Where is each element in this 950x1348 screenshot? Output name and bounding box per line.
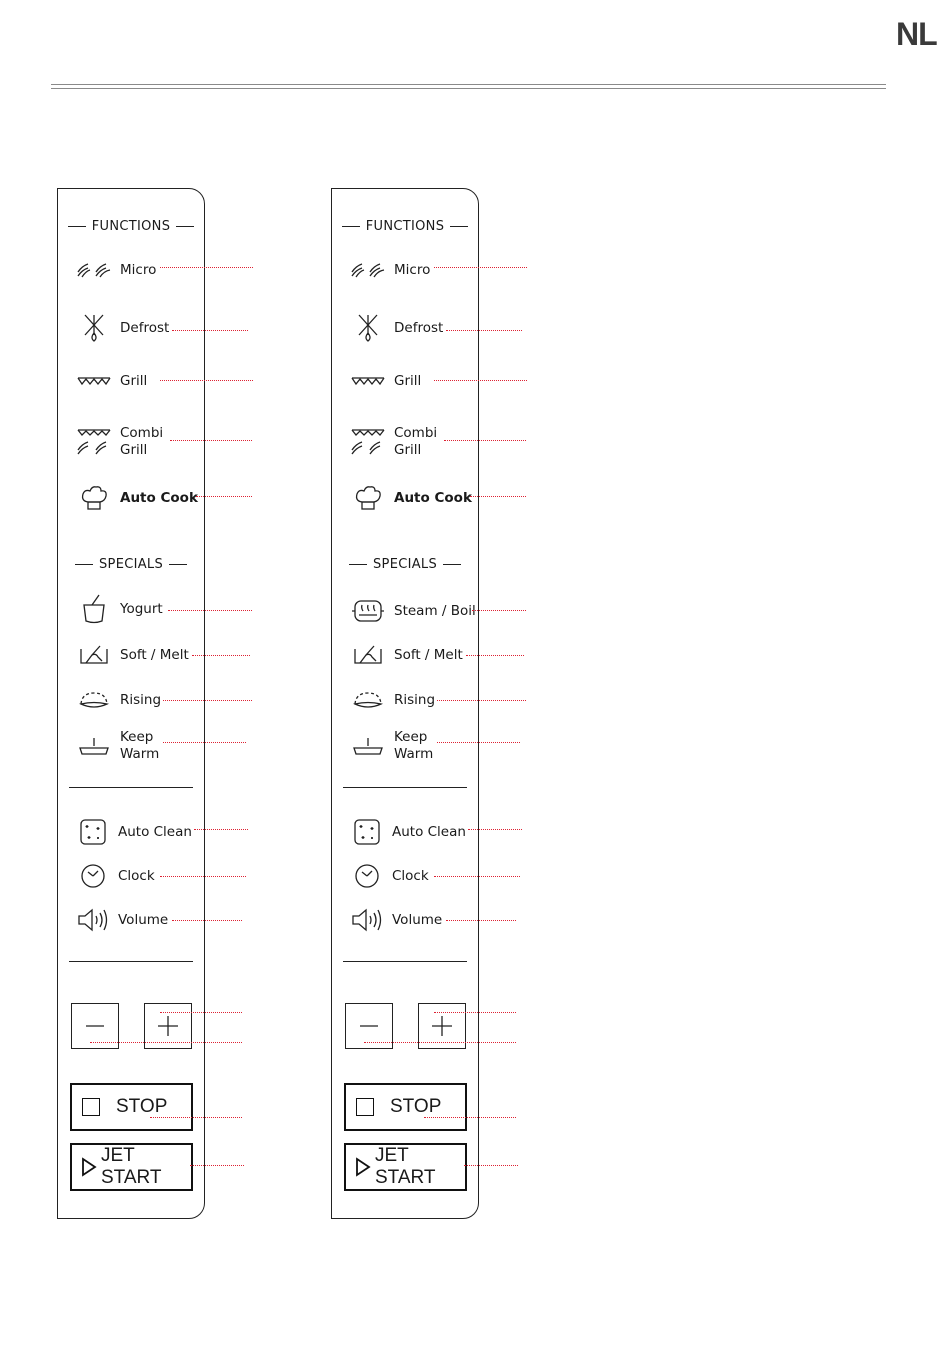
leader-line bbox=[468, 829, 522, 830]
special-keep-warm[interactable] bbox=[350, 729, 433, 763]
stop-square-icon bbox=[356, 1098, 374, 1116]
leader-line bbox=[160, 876, 246, 877]
leader-line bbox=[168, 610, 252, 611]
function-label: Combi Grill bbox=[394, 425, 438, 458]
stop-button[interactable] bbox=[344, 1083, 467, 1131]
setting-volume[interactable] bbox=[350, 905, 442, 935]
function-label: Combi Grill bbox=[120, 425, 164, 458]
microwave-icon bbox=[76, 255, 112, 285]
setting-label: Volume bbox=[392, 911, 443, 928]
special-label: Rising bbox=[394, 691, 436, 708]
leader-line bbox=[163, 700, 252, 701]
stop-label: STOP bbox=[116, 1096, 168, 1117]
function-label: Micro bbox=[394, 261, 431, 278]
function-defrost[interactable] bbox=[76, 313, 169, 343]
special-soft-melt[interactable] bbox=[350, 640, 463, 670]
leader-line bbox=[160, 380, 253, 381]
special-yogurt[interactable] bbox=[76, 594, 163, 624]
leader-line bbox=[434, 267, 527, 268]
leader-line bbox=[472, 610, 526, 611]
special-rising[interactable] bbox=[350, 685, 435, 715]
clock-icon bbox=[76, 861, 110, 891]
leader-line bbox=[190, 1165, 244, 1166]
stop-button[interactable] bbox=[70, 1083, 193, 1131]
leader-line bbox=[170, 440, 252, 441]
header-rule bbox=[51, 84, 886, 85]
setting-label: Clock bbox=[118, 867, 155, 884]
defrost-icon bbox=[350, 313, 386, 343]
leader-line bbox=[437, 700, 526, 701]
leader-line bbox=[192, 655, 250, 656]
grill-icon bbox=[350, 366, 386, 396]
divider bbox=[69, 787, 193, 788]
special-label: Keep Warm bbox=[394, 729, 434, 762]
special-rising[interactable] bbox=[76, 685, 161, 715]
divider bbox=[69, 961, 193, 962]
function-label: Auto Cook bbox=[394, 489, 472, 506]
setting-auto-clean[interactable] bbox=[350, 817, 466, 847]
leader-line bbox=[466, 655, 524, 656]
soft-melt-icon bbox=[76, 640, 112, 670]
jet-start-label: JET START bbox=[101, 1145, 162, 1188]
functions-heading: FUNCTIONS bbox=[343, 219, 467, 234]
leader-line bbox=[434, 380, 527, 381]
function-auto-cook[interactable] bbox=[350, 483, 472, 513]
leader-line bbox=[364, 1042, 516, 1043]
special-label: Soft / Melt bbox=[120, 646, 189, 663]
divider bbox=[343, 961, 467, 962]
function-label: Defrost bbox=[394, 319, 444, 336]
setting-label: Auto Clean bbox=[118, 823, 192, 840]
special-label: Soft / Melt bbox=[394, 646, 463, 663]
combi-grill-icon bbox=[76, 427, 112, 457]
leader-line bbox=[172, 920, 242, 921]
soft-melt-icon bbox=[350, 640, 386, 670]
keep-warm-icon bbox=[350, 731, 386, 761]
leader-line bbox=[150, 1117, 242, 1118]
leader-line bbox=[444, 440, 526, 441]
microwave-icon bbox=[350, 255, 386, 285]
functions-heading: FUNCTIONS bbox=[69, 219, 193, 234]
function-label: Grill bbox=[394, 372, 422, 389]
specials-heading: SPECIALS bbox=[343, 557, 467, 572]
leader-line bbox=[90, 1042, 242, 1043]
play-icon bbox=[355, 1157, 371, 1177]
special-soft-melt[interactable] bbox=[76, 640, 189, 670]
setting-label: Auto Clean bbox=[392, 823, 466, 840]
setting-clock[interactable] bbox=[76, 861, 155, 891]
leader-line bbox=[446, 330, 522, 331]
control-panel-left bbox=[57, 188, 205, 1219]
setting-auto-clean[interactable] bbox=[76, 817, 192, 847]
control-panel-right bbox=[331, 188, 479, 1219]
header-rule-2 bbox=[51, 88, 886, 89]
special-label: Keep Warm bbox=[120, 729, 160, 762]
function-combi-grill[interactable] bbox=[350, 425, 437, 459]
specials-heading: SPECIALS bbox=[69, 557, 193, 572]
leader-line bbox=[470, 496, 526, 497]
function-micro[interactable] bbox=[76, 255, 156, 285]
combi-grill-icon bbox=[350, 427, 386, 457]
auto-clean-icon bbox=[76, 817, 110, 847]
leader-line bbox=[434, 876, 520, 877]
grill-icon bbox=[76, 366, 112, 396]
setting-label: Volume bbox=[118, 911, 169, 928]
function-grill[interactable] bbox=[350, 366, 421, 396]
leader-line bbox=[424, 1117, 516, 1118]
jet-start-button[interactable] bbox=[344, 1143, 467, 1191]
language-badge: NL bbox=[896, 16, 937, 52]
rising-icon bbox=[76, 685, 112, 715]
play-icon bbox=[81, 1157, 97, 1177]
leader-line bbox=[437, 742, 520, 743]
stop-label: STOP bbox=[390, 1096, 442, 1117]
function-label: Grill bbox=[120, 372, 148, 389]
setting-clock[interactable] bbox=[350, 861, 429, 891]
rising-icon bbox=[350, 685, 386, 715]
function-defrost[interactable] bbox=[350, 313, 443, 343]
setting-volume[interactable] bbox=[76, 905, 168, 935]
function-label: Defrost bbox=[120, 319, 170, 336]
volume-icon bbox=[76, 905, 110, 935]
chef-hat-icon bbox=[350, 483, 386, 513]
leader-line bbox=[446, 920, 516, 921]
volume-icon bbox=[350, 905, 384, 935]
jet-start-button[interactable] bbox=[70, 1143, 193, 1191]
stop-square-icon bbox=[82, 1098, 100, 1116]
setting-label: Clock bbox=[392, 867, 429, 884]
function-label: Micro bbox=[120, 261, 157, 278]
special-steam-boil[interactable] bbox=[350, 596, 476, 626]
function-micro[interactable] bbox=[350, 255, 430, 285]
function-auto-cook[interactable] bbox=[76, 483, 198, 513]
leader-line bbox=[160, 1012, 242, 1013]
keep-warm-icon bbox=[76, 731, 112, 761]
clock-icon bbox=[350, 861, 384, 891]
function-combi-grill[interactable] bbox=[76, 425, 163, 459]
leader-line bbox=[163, 742, 246, 743]
defrost-icon bbox=[76, 313, 112, 343]
special-label: Yogurt bbox=[120, 600, 163, 617]
leader-line bbox=[434, 1012, 516, 1013]
function-grill[interactable] bbox=[76, 366, 147, 396]
function-label: Auto Cook bbox=[120, 489, 198, 506]
special-label: Rising bbox=[120, 691, 162, 708]
special-label: Steam / Boil bbox=[394, 602, 476, 619]
leader-line bbox=[464, 1165, 518, 1166]
yogurt-icon bbox=[76, 594, 112, 624]
chef-hat-icon bbox=[76, 483, 112, 513]
leader-line bbox=[160, 267, 253, 268]
divider bbox=[343, 787, 467, 788]
jet-start-label: JET START bbox=[375, 1145, 436, 1188]
steam-icon bbox=[350, 596, 386, 626]
special-keep-warm[interactable] bbox=[76, 729, 159, 763]
leader-line bbox=[194, 829, 248, 830]
auto-clean-icon bbox=[350, 817, 384, 847]
leader-line bbox=[196, 496, 252, 497]
leader-line bbox=[172, 330, 248, 331]
